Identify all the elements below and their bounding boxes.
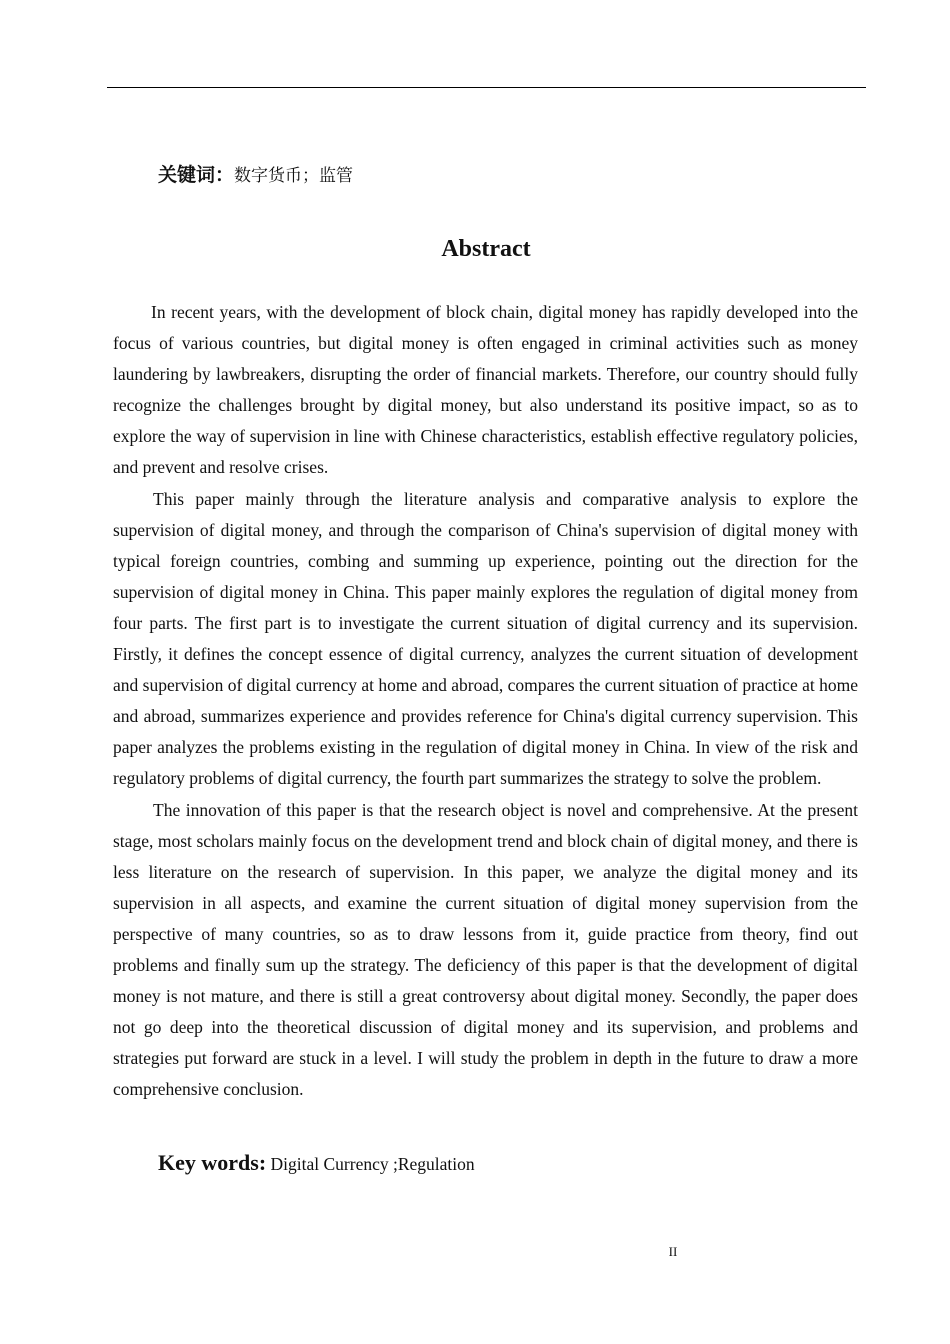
abstract-body <box>113 297 858 1105</box>
english-keywords <box>158 1147 475 1180</box>
english-keywords-label: Key words: <box>158 1150 267 1175</box>
abstract-paragraph-3: The innovation of this paper is that the research object is novel and comprehensive. At the present stage, most scholars mainly focus on the development trend and block chain of digital money, and there is less literature on the research of supervision. In this paper, we analyze the digital money and its supervision in all aspects, and examine the current situation of digital money supervision from the perspective of many countries, so as to draw lessons from it, guide practice from theory, find out problems and finally sum up the strategy. The deficiency of this paper is that the development of digital money is not mature, and there is still a great controversy about digital money. Secondly, the paper does not go deep into the theoretical discussion of digital money and its supervision, and problems and strategies put forward are stuck in a level. I will study the problem in depth in the future to draw a more comprehensive conclusion. <box>113 799 858 1100</box>
english-keywords-value: Digital Currency ;Regulation <box>270 1154 475 1174</box>
abstract-paragraph-2: This paper mainly through the literature analysis and comparative analysis to explore the supervision of digital money, and through the comparison of China's supervision of digital money with typical foreign countries, combing and summing up experience, pointing out the direction for the supervision of digital money in China. This paper mainly explores the regulation of digital money from four parts. The first part is to investigate the current situation of digital currency and its supervision. Firstly, it defines the concept essence of digital currency, analyzes the current situation of development and supervision of digital currency at home and abroad, compares the current situation of practice at home and abroad, summarizes experience and provides reference for China's digital currency supervision. This paper analyzes the problems existing in the regulation of digital money in China. In view of the risk and regulatory problems of digital currency, the fourth part summarizes the strategy to solve the problem. <box>113 488 858 789</box>
abstract-title: Abstract <box>441 236 531 262</box>
header-rule <box>107 87 866 88</box>
abstract-paragraph-1: In recent years, with the development of block chain, digital money has rapidly developed into the focus of various countries, but digital money is often engaged in criminal activities such as money laundering by lawbreakers, disrupting the order of financial markets. Therefore, our country should fully recognize the challenges brought by digital money, but also understand its positive impact, so as to explore the way of supervision in line with Chinese characteristics, establish effective regulatory policies, and prevent and resolve crises. <box>113 302 858 478</box>
chinese-keywords <box>158 160 353 191</box>
page-number: II <box>668 1244 678 1259</box>
chinese-keywords-label: 关键词： <box>158 164 235 186</box>
chinese-keywords-value: 数字货币；监管 <box>234 166 354 186</box>
